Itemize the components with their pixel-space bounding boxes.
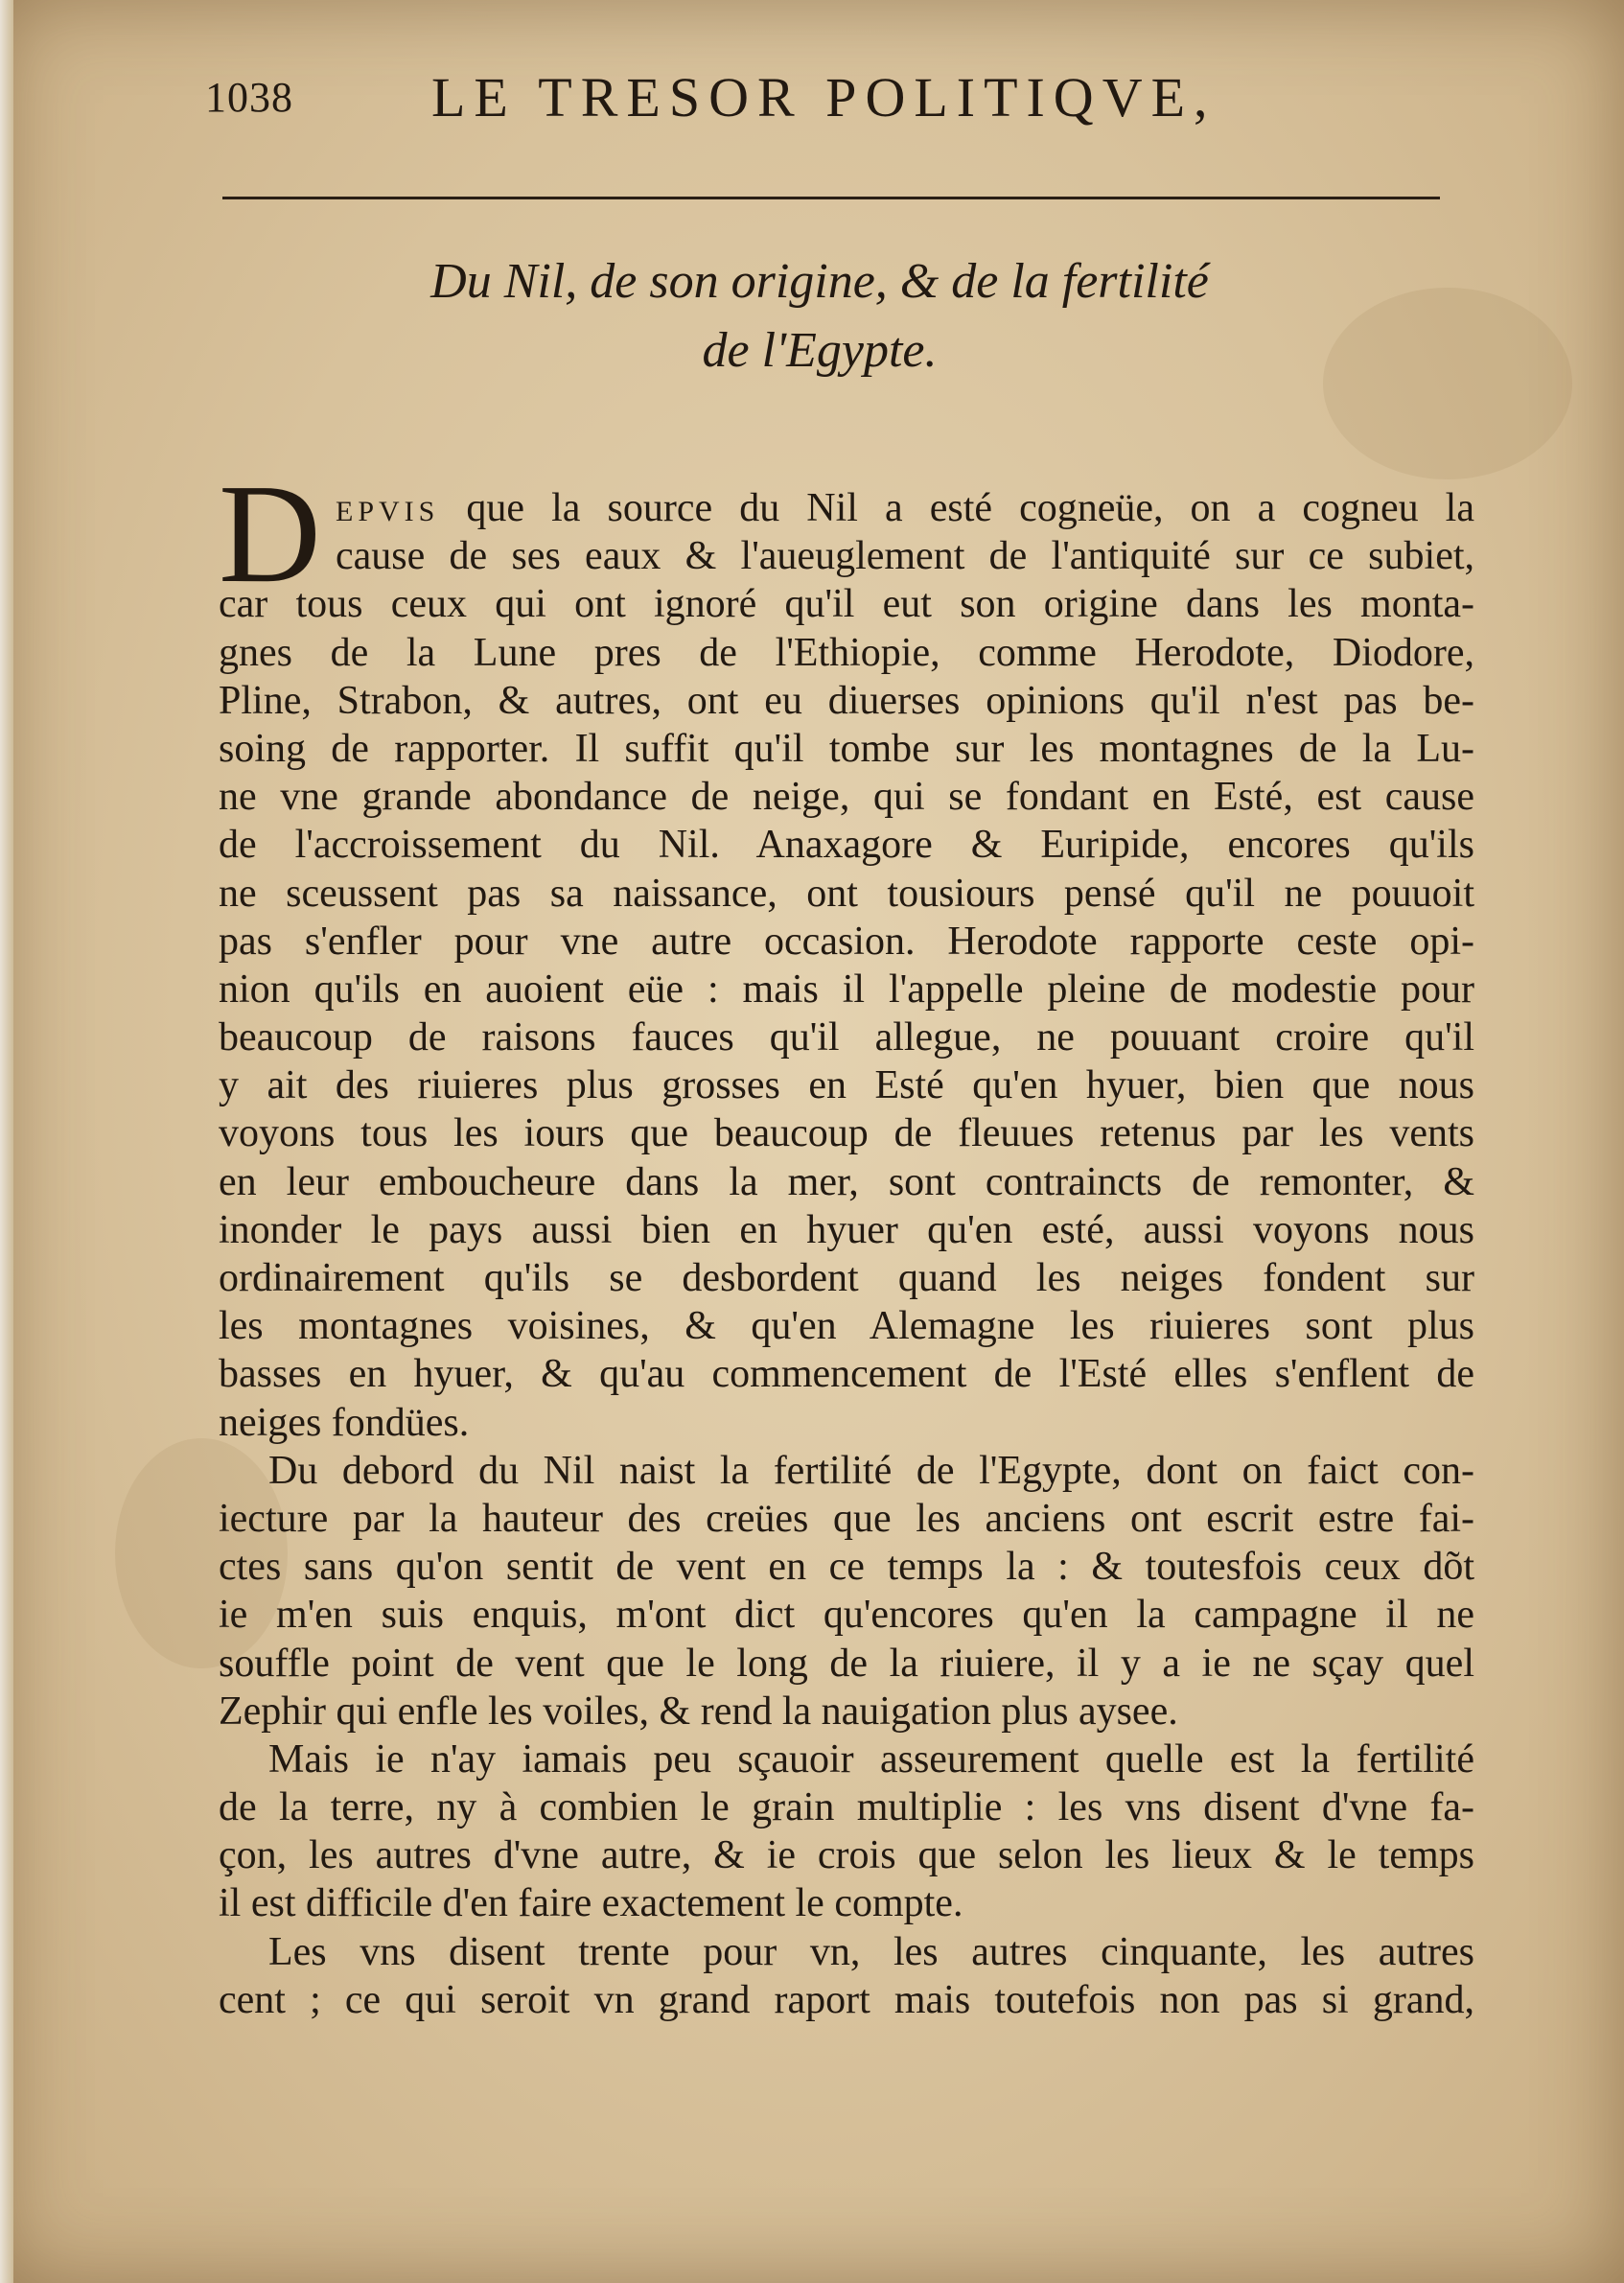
text-line: gnes de la Lune pres de l'Ethiopie, comme Herodote, Diodore,	[219, 630, 1474, 675]
text-line: Les vns disent trente pour vn, les autres cinquante, les autres	[268, 1929, 1474, 1974]
text-line: ne vne grande abondance de neige, qui se fondant en Esté, est cause	[219, 775, 1474, 820]
text-line: beaucoup de raisons fauces qu'il allegue, ne pouuant croire qu'il	[219, 1015, 1474, 1060]
text-line: en leur emboucheure dans la mer, sont contraincts de remonter, &	[219, 1159, 1474, 1204]
text-line: souffle point de vent que le long de la riuiere, il y a ie ne sçay quel	[219, 1641, 1474, 1686]
first-word-smallcaps: EPVIS	[336, 496, 440, 527]
text-line: de l'accroissement du Nil. Anaxagore & Euripide, encores qu'ils	[219, 823, 1474, 868]
text-line: Pline, Strabon, & autres, ont eu diuerses opinions qu'il n'est pas be-	[219, 678, 1474, 723]
text-line: les montagnes voisines, & qu'en Alemagne les riuieres sont plus	[219, 1304, 1474, 1349]
text-line: iecture par la hauteur des creües que les anciens ont escrit estre fai-	[219, 1496, 1474, 1541]
body-text	[219, 455, 1474, 2024]
text-line: ordinairement qu'ils se desbordent quand les neiges fondent sur	[219, 1256, 1474, 1300]
text-line: cent ; ce qui seroit vn grand raport mais toutefois non pas si grand,	[219, 1977, 1474, 2022]
page-number: 1038	[205, 74, 293, 121]
drop-cap: D	[219, 455, 321, 613]
text-line: voyons tous les iours que beaucoup de fleuues retenus par les vents	[219, 1111, 1474, 1156]
text-line: nion qu'ils en auoient eüe : mais il l'appelle pleine de modestie pour	[219, 967, 1474, 1012]
chapter-title-line-1: Du Nil, de son origine, & de la fertilité	[430, 254, 1209, 309]
text-line: de la terre, ny à combien le grain multiplie : les vns disent d'vne fa-	[219, 1785, 1474, 1830]
text-line: ne sceussent pas sa naissance, ont tousiours pensé qu'il ne pouuoit	[219, 871, 1474, 916]
running-title: LE TRESOR POLITIQVE,	[431, 66, 1217, 128]
text-line: ctes sans qu'on sentit de vent en ce temps la : & toutesfois ceux dõt	[219, 1545, 1474, 1590]
text-line: basses en hyuer, & qu'au commencement de l'Esté elles s'enflent de	[219, 1352, 1474, 1397]
text-line: Zephir qui enfle les voiles, & rend la nauigation plus aysee.	[219, 1689, 1178, 1734]
text-line: soing de rapporter. Il suffit qu'il tombe sur les montagnes de la Lu-	[219, 726, 1474, 771]
text-line: y ait des riuieres plus grosses en Esté qu'en hyuer, bien que nous	[219, 1063, 1474, 1108]
text-line: car tous ceux qui ont ignoré qu'il eut son origine dans les monta-	[219, 582, 1474, 627]
text-line: pas s'enfler pour vne autre occasion. Herodote rapporte ceste opi-	[219, 919, 1474, 964]
text-line: cause de ses eaux & l'aueuglement de l'antiquité sur ce subiet,	[336, 534, 1474, 579]
text-line: Mais ie n'ay iamais peu sçauoir asseurement quelle est la fertilité	[268, 1736, 1474, 1782]
running-head	[173, 56, 1476, 132]
page-edge	[0, 0, 13, 2283]
text-line: Du debord du Nil naist la fertilité de l'Egypte, dont on faict con-	[268, 1448, 1474, 1493]
chapter-heading	[240, 247, 1400, 385]
header-rule	[222, 197, 1440, 199]
chapter-title-line-2: de l'Egypte.	[702, 323, 938, 378]
text-line: ie m'en suis enquis, m'ont dict qu'encores qu'en la campagne il ne	[219, 1593, 1474, 1638]
text-line: inonder le pays aussi bien en hyuer qu'en esté, aussi voyons nous	[219, 1207, 1474, 1252]
text-line: EPVIS que la source du Nil a esté cogneüe, on a cogneu la	[336, 486, 1474, 530]
text-line: neiges fondües.	[219, 1400, 470, 1445]
text-line: il est difficile d'en faire exactement le compte.	[219, 1881, 963, 1926]
text-line: çon, les autres d'vne autre, & ie crois que selon les lieux & le temps	[219, 1833, 1474, 1878]
